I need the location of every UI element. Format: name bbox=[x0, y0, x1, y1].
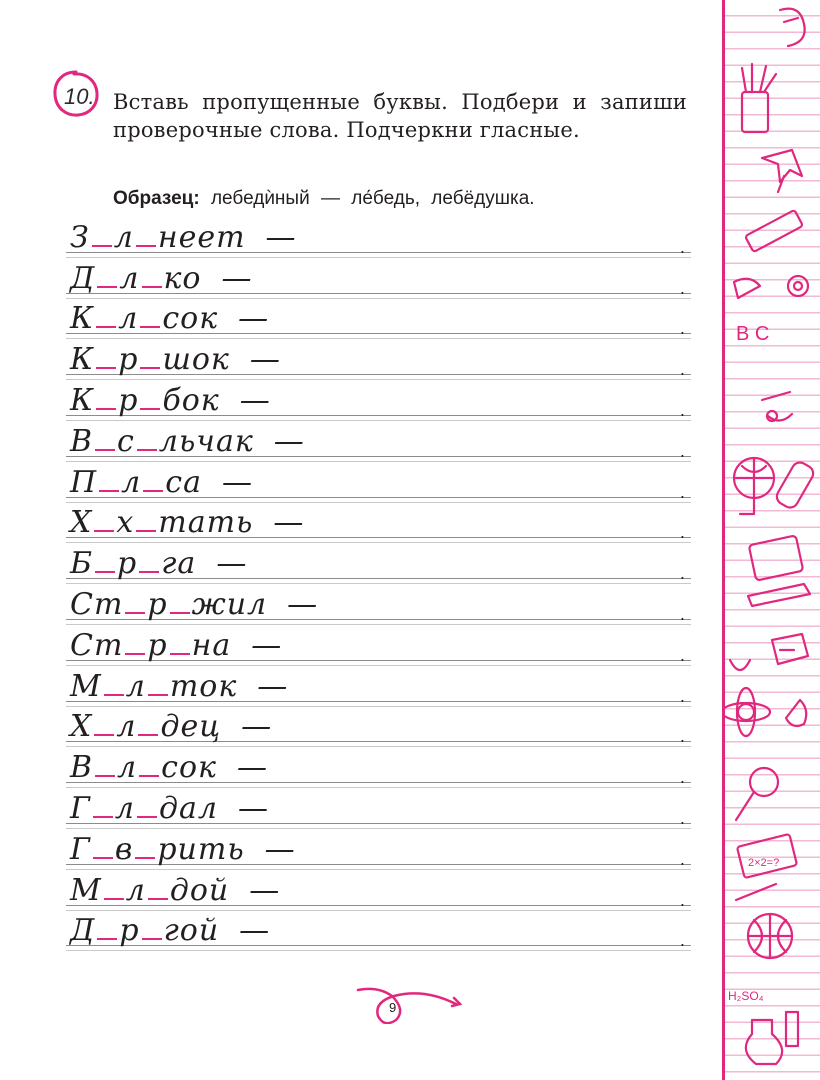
handwritten-word bbox=[70, 424, 305, 459]
row-end-dot: . bbox=[679, 564, 685, 584]
word-part: бок bbox=[162, 382, 220, 418]
handwritten-word bbox=[70, 587, 318, 622]
missing-letter-blank[interactable] bbox=[140, 366, 160, 369]
word-part: гой bbox=[163, 913, 220, 949]
row-dash: — bbox=[238, 790, 269, 826]
missing-letter-blank[interactable] bbox=[139, 774, 159, 777]
missing-letter-blank[interactable] bbox=[96, 407, 116, 410]
missing-letter-blank[interactable] bbox=[143, 489, 163, 492]
missing-letter-blank[interactable] bbox=[137, 448, 157, 451]
handwritten-word bbox=[70, 669, 288, 704]
exercise-row bbox=[66, 463, 691, 504]
word-part: л bbox=[119, 260, 140, 296]
word-part: р bbox=[147, 586, 168, 622]
row-end-dot: . bbox=[679, 360, 685, 380]
row-dash: — bbox=[287, 586, 319, 622]
missing-letter-blank[interactable] bbox=[95, 448, 115, 451]
svg-text:B C: B C bbox=[736, 323, 770, 345]
word-part: Г bbox=[70, 790, 91, 826]
row-dash: — bbox=[239, 382, 271, 418]
row-end-dot: . bbox=[679, 727, 685, 747]
word-part: Г bbox=[70, 831, 91, 867]
row-end-dot: . bbox=[679, 237, 685, 257]
handwritten-word bbox=[70, 301, 269, 336]
sample-word: лебедѝный bbox=[210, 188, 310, 209]
missing-letter-blank[interactable] bbox=[148, 693, 168, 696]
missing-letter-blank[interactable] bbox=[97, 285, 117, 288]
word-part: в bbox=[114, 831, 134, 867]
missing-letter-blank[interactable] bbox=[94, 733, 114, 736]
word-part: дал bbox=[158, 790, 218, 826]
exercise-row bbox=[66, 300, 691, 341]
svg-text:2×2=?: 2×2=? bbox=[748, 857, 780, 869]
missing-letter-blank[interactable] bbox=[96, 366, 116, 369]
word-part: К bbox=[70, 382, 95, 418]
word-part: р bbox=[119, 913, 140, 949]
word-part: л bbox=[113, 219, 134, 255]
word-part: Х bbox=[70, 505, 93, 541]
sample-label: Образец: bbox=[113, 188, 200, 209]
missing-letter-blank[interactable] bbox=[93, 856, 113, 859]
exercise-row bbox=[66, 708, 691, 749]
missing-letter-blank[interactable] bbox=[136, 529, 156, 532]
exercise-row bbox=[66, 218, 691, 259]
school-doodles-icon bbox=[722, 0, 820, 1080]
word-part: ко bbox=[163, 260, 202, 296]
missing-letter-blank[interactable] bbox=[104, 897, 124, 900]
word-part: В bbox=[70, 750, 94, 786]
exercise-row bbox=[66, 504, 691, 545]
word-part: М bbox=[70, 668, 102, 704]
exercise-row bbox=[66, 748, 691, 789]
row-dash: — bbox=[221, 464, 253, 500]
row-end-dot: . bbox=[679, 604, 685, 624]
word-part: В bbox=[70, 423, 94, 459]
word-part: М bbox=[70, 872, 102, 908]
row-end-dot: . bbox=[679, 400, 685, 420]
missing-letter-blank[interactable] bbox=[99, 489, 119, 492]
word-part: л bbox=[116, 709, 137, 745]
word-part: Х bbox=[70, 709, 93, 745]
task-number: 10. bbox=[64, 84, 95, 109]
handwritten-word bbox=[70, 465, 253, 500]
word-part: дец bbox=[160, 709, 222, 745]
word-part: р bbox=[147, 627, 168, 663]
row-dash: — bbox=[221, 260, 253, 296]
missing-letter-blank[interactable] bbox=[95, 570, 115, 573]
exercise-row bbox=[66, 667, 691, 708]
missing-letter-blank[interactable] bbox=[125, 611, 145, 614]
word-part: дой bbox=[169, 872, 230, 908]
exercise-row bbox=[66, 585, 691, 626]
row-dash: — bbox=[257, 668, 289, 704]
exercise-row bbox=[66, 381, 691, 422]
handwritten-word bbox=[70, 750, 268, 785]
handwritten-word bbox=[70, 832, 296, 867]
missing-letter-blank[interactable] bbox=[148, 897, 168, 900]
row-end-dot: . bbox=[679, 686, 685, 706]
handwritten-word bbox=[70, 791, 269, 826]
missing-letter-blank[interactable] bbox=[140, 325, 160, 328]
word-part: л bbox=[114, 790, 135, 826]
exercise-row bbox=[66, 912, 691, 953]
word-part: р bbox=[118, 382, 139, 418]
missing-letter-blank[interactable] bbox=[104, 693, 124, 696]
missing-letter-blank[interactable] bbox=[170, 611, 190, 614]
exercise-rows bbox=[66, 218, 691, 952]
word-part: шок bbox=[162, 342, 230, 378]
missing-letter-blank[interactable] bbox=[94, 529, 114, 532]
missing-letter-blank[interactable] bbox=[96, 325, 116, 328]
exercise-row bbox=[66, 340, 691, 381]
exercise-row bbox=[66, 830, 691, 871]
missing-letter-blank[interactable] bbox=[142, 285, 162, 288]
missing-letter-blank[interactable] bbox=[92, 244, 112, 247]
missing-letter-blank[interactable] bbox=[97, 937, 117, 940]
sample-dash: — bbox=[320, 188, 340, 209]
page-number-swirl-icon bbox=[348, 984, 468, 1024]
word-part: сок bbox=[162, 301, 219, 337]
row-dash: — bbox=[249, 342, 281, 378]
task-instruction: Вставь пропущенные буквы. Подбери и запиши проверочные слова. Подчеркни гласные. bbox=[113, 90, 687, 142]
row-dash: — bbox=[238, 301, 270, 337]
word-part: З bbox=[70, 219, 90, 255]
missing-letter-blank[interactable] bbox=[170, 652, 190, 655]
word-part: л bbox=[125, 668, 146, 704]
handwritten-word bbox=[70, 261, 252, 296]
exercise-row bbox=[66, 259, 691, 300]
row-end-dot: . bbox=[679, 278, 685, 298]
page-number: 9 bbox=[389, 1000, 397, 1015]
row-end-dot: . bbox=[679, 645, 685, 665]
missing-letter-blank[interactable] bbox=[137, 815, 157, 818]
row-dash: — bbox=[216, 546, 248, 582]
handwritten-word bbox=[70, 628, 282, 663]
row-dash: — bbox=[249, 872, 281, 908]
word-part: сок bbox=[161, 750, 217, 786]
row-end-dot: . bbox=[679, 808, 685, 828]
exercise-row bbox=[66, 626, 691, 667]
word-part: л bbox=[121, 464, 142, 500]
handwritten-word bbox=[70, 383, 271, 418]
word-part: жил bbox=[191, 586, 268, 622]
word-part: га bbox=[161, 546, 197, 582]
handwritten-word bbox=[70, 342, 281, 377]
word-part: К bbox=[70, 301, 95, 337]
row-dash: — bbox=[264, 831, 296, 867]
word-part: л bbox=[117, 750, 138, 786]
word-part: тать bbox=[158, 505, 254, 541]
row-end-dot: . bbox=[679, 319, 685, 339]
word-part: К bbox=[70, 342, 95, 378]
word-part: льчак bbox=[158, 423, 254, 459]
missing-letter-blank[interactable] bbox=[142, 937, 162, 940]
word-part: л bbox=[118, 301, 139, 337]
missing-letter-blank[interactable] bbox=[135, 856, 155, 859]
word-part: ток bbox=[169, 668, 238, 704]
row-dash: — bbox=[265, 219, 297, 255]
sample-check-1: ле́бедь, bbox=[351, 188, 421, 209]
handwritten-word bbox=[70, 873, 280, 908]
handwritten-word bbox=[70, 220, 297, 255]
missing-letter-blank[interactable] bbox=[125, 652, 145, 655]
row-end-dot: . bbox=[679, 931, 685, 951]
row-end-dot: . bbox=[679, 523, 685, 543]
exercise-row bbox=[66, 789, 691, 830]
missing-letter-blank[interactable] bbox=[140, 407, 160, 410]
sample-line bbox=[113, 188, 535, 210]
row-dash: — bbox=[236, 750, 268, 786]
exercise-row bbox=[66, 422, 691, 463]
word-part: р bbox=[118, 342, 139, 378]
row-end-dot: . bbox=[679, 441, 685, 461]
word-part: рить bbox=[157, 831, 245, 867]
word-part: Ст bbox=[70, 627, 124, 663]
exercise-row bbox=[66, 871, 691, 912]
row-dash: — bbox=[251, 627, 283, 663]
handwritten-word bbox=[70, 913, 270, 948]
row-end-dot: . bbox=[679, 849, 685, 869]
word-part: х bbox=[116, 505, 135, 541]
row-end-dot: . bbox=[679, 768, 685, 788]
sample-check-2: лебёдушка. bbox=[431, 188, 535, 209]
missing-letter-blank[interactable] bbox=[95, 774, 115, 777]
row-dash: — bbox=[273, 505, 305, 541]
missing-letter-blank[interactable] bbox=[136, 244, 156, 247]
handwritten-word bbox=[70, 709, 272, 744]
svg-text:H₂SO₄: H₂SO₄ bbox=[728, 989, 764, 1003]
word-part: л bbox=[125, 872, 146, 908]
word-part: Ст bbox=[70, 586, 124, 622]
missing-letter-blank[interactable] bbox=[93, 815, 113, 818]
row-end-dot: . bbox=[679, 482, 685, 502]
row-dash: — bbox=[239, 913, 271, 949]
row-dash: — bbox=[241, 709, 273, 745]
word-part: П bbox=[70, 464, 98, 500]
word-part: на bbox=[191, 627, 232, 663]
exercise-row bbox=[66, 544, 691, 585]
word-part: Д bbox=[70, 260, 96, 296]
word-part: са bbox=[165, 464, 202, 500]
missing-letter-blank[interactable] bbox=[139, 570, 159, 573]
word-part: с bbox=[117, 423, 135, 459]
word-part: Б bbox=[70, 546, 94, 582]
handwritten-word bbox=[70, 546, 247, 581]
row-dash: — bbox=[273, 423, 305, 459]
word-part: Д bbox=[70, 913, 96, 949]
handwritten-word bbox=[70, 505, 304, 540]
word-part: р bbox=[117, 546, 138, 582]
word-part: неет bbox=[157, 219, 246, 255]
row-end-dot: . bbox=[679, 890, 685, 910]
decorative-sidebar bbox=[722, 0, 820, 1080]
missing-letter-blank[interactable] bbox=[138, 733, 158, 736]
